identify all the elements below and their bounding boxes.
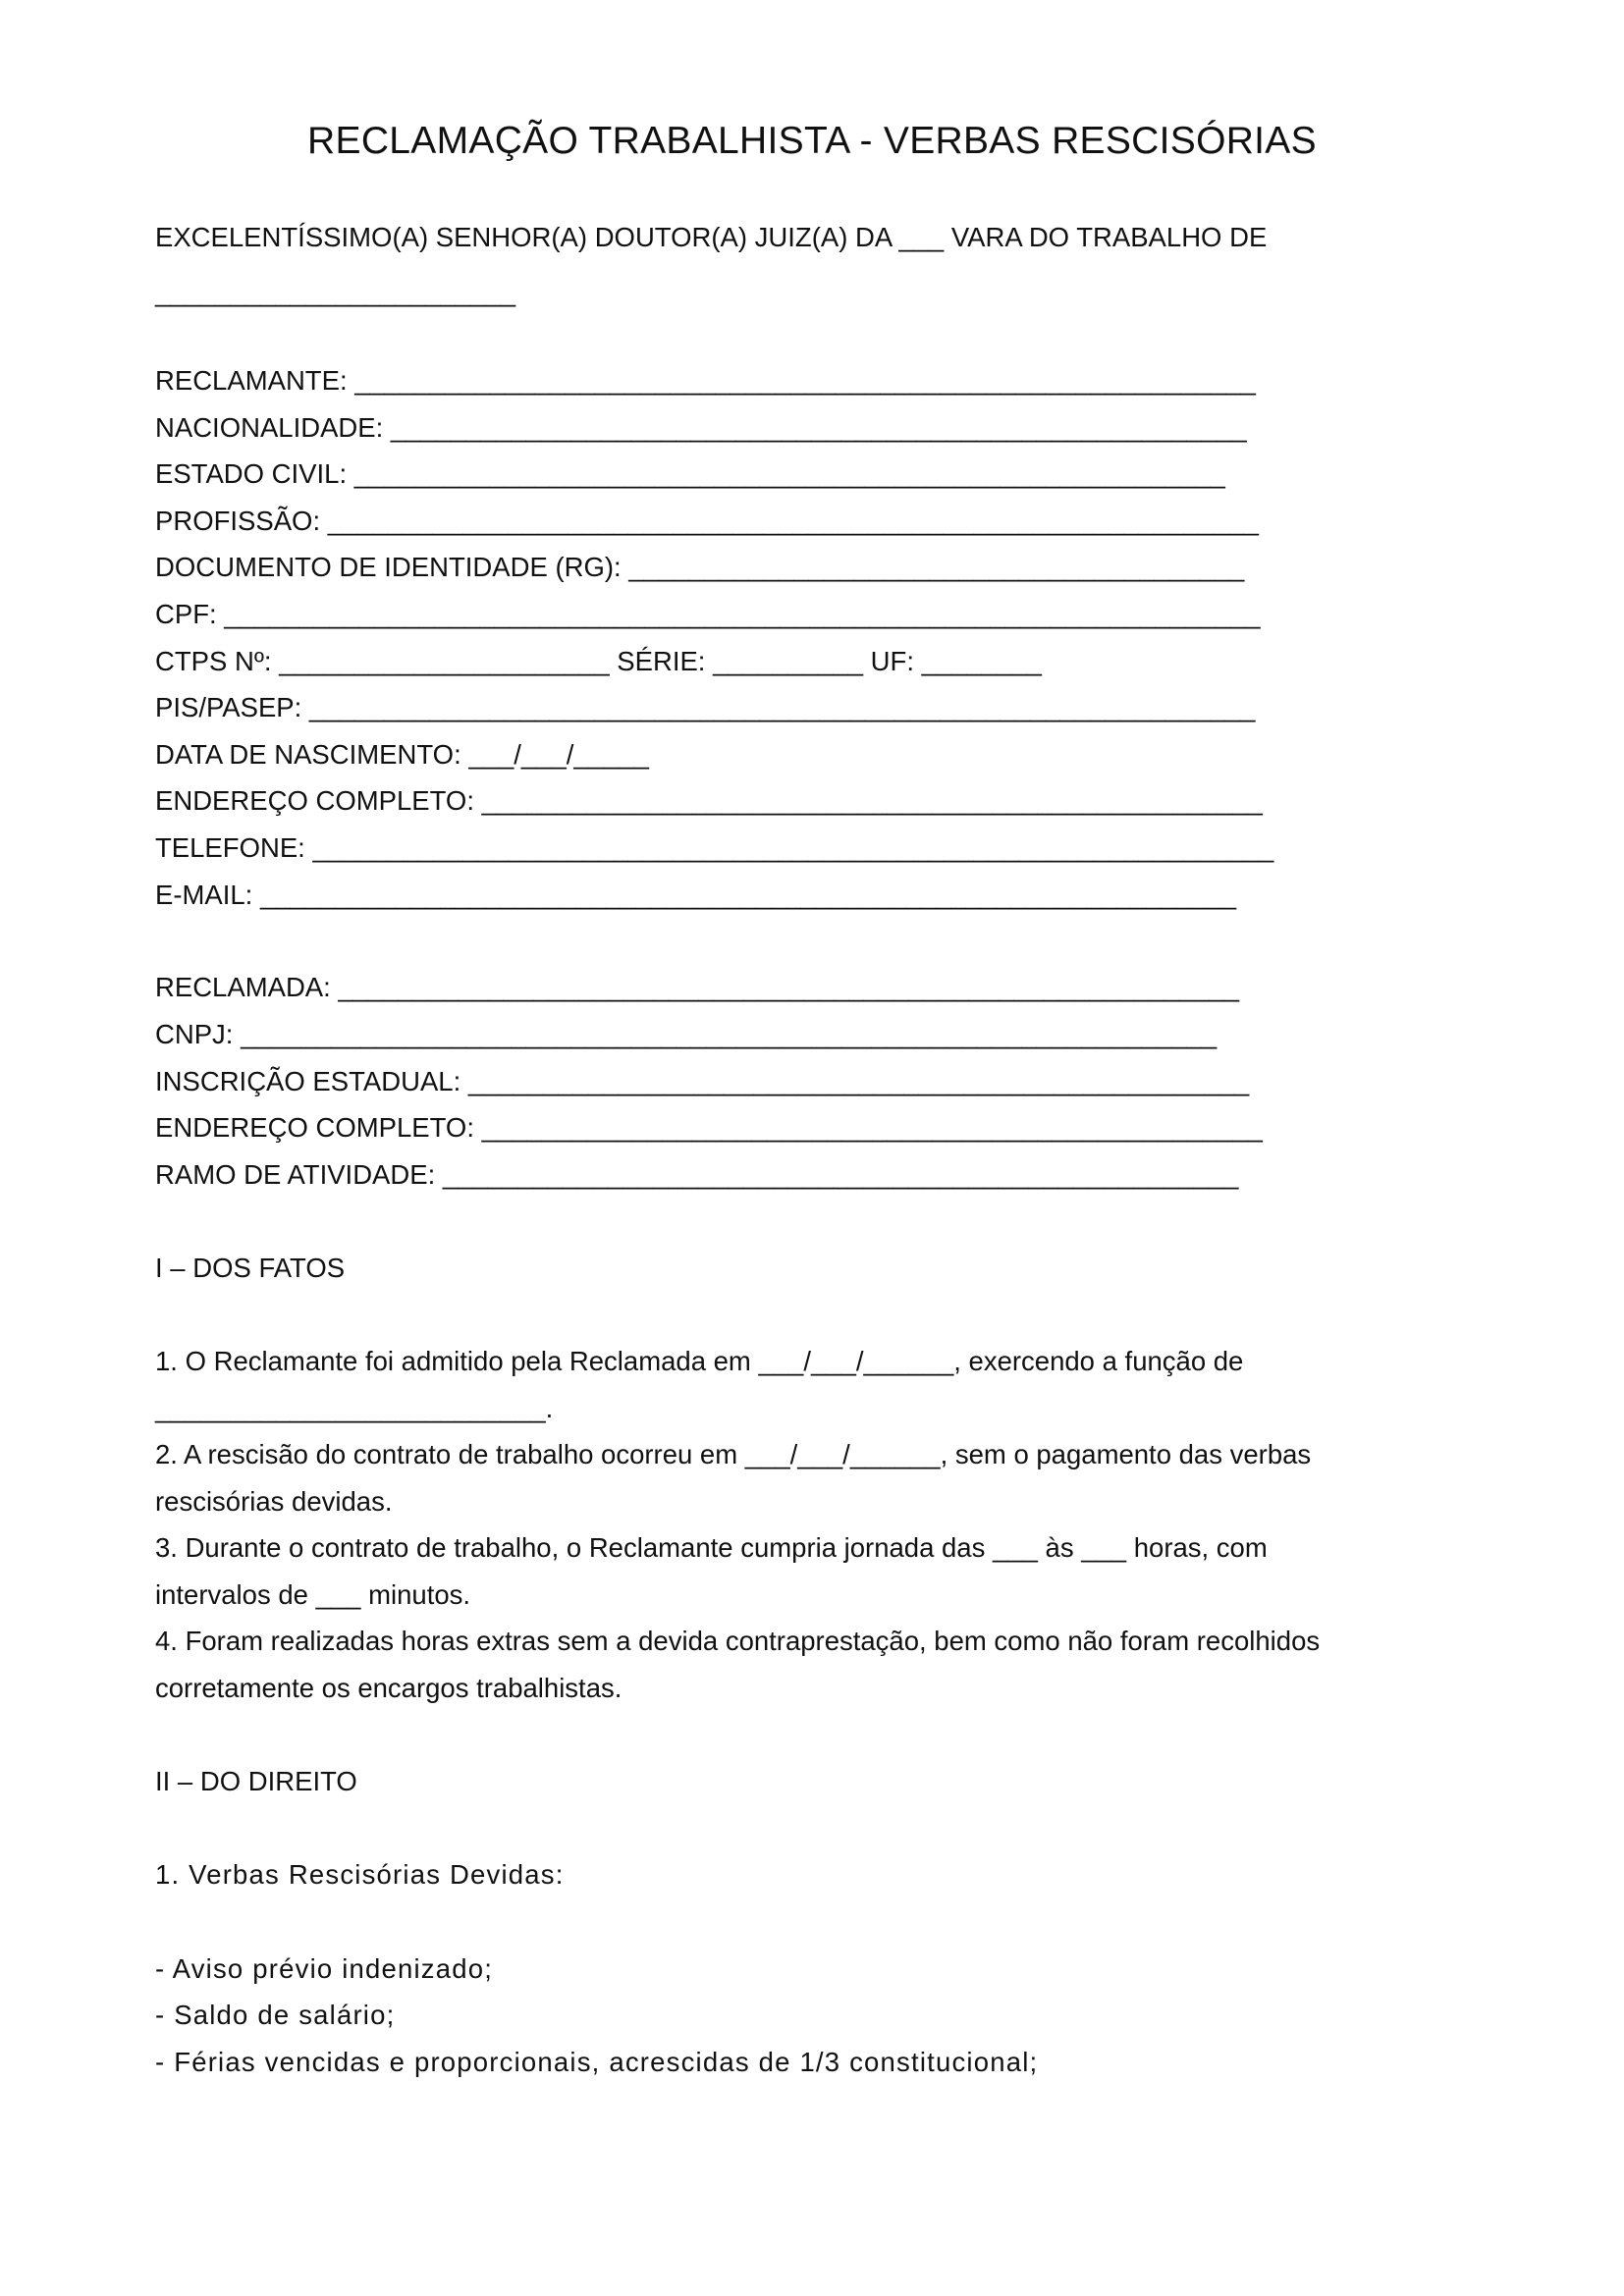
ramo-atividade-field: RAMO DE ATIVIDADE: _____________________________________________________ — [155, 1159, 1239, 1190]
email-field: E-MAIL: _________________________________________________________________ — [155, 880, 1237, 910]
fatos-heading: I – DOS FATOS — [155, 1253, 346, 1283]
profissao-field: PROFISSÃO: ______________________________________________________________ — [155, 506, 1259, 536]
fatos-paragraph-3-line-2: intervalos de ___ minutos. — [155, 1579, 471, 1610]
cnpj-field: CNPJ: _________________________________________________________________ — [155, 1019, 1218, 1049]
fatos-paragraph-3-line-1: 3. Durante o contrato de trabalho, o Reclamante cumpria jornada das ___ às ___ horas, com — [155, 1532, 1268, 1563]
reclamada-field: RECLAMADA: ____________________________________________________________ — [155, 972, 1240, 1002]
verba-item: - Férias vencidas e proporcionais, acrescidas de 1/3 constitucional; — [155, 2047, 1039, 2077]
cpf-field: CPF: _____________________________________________________________________ — [155, 599, 1261, 629]
telefone-field: TELEFONE: ________________________________________________________________ — [155, 832, 1274, 863]
fatos-paragraph-4-line-1: 4. Foram realizadas horas extras sem a devida contraprestação, bem como não foram recolhidos — [155, 1626, 1321, 1656]
fatos-paragraph-1-line-1: 1. O Reclamante foi admitido pela Reclamada em ___/___/______, exercendo a função de — [155, 1346, 1244, 1376]
endereco-reclamada-field: ENDEREÇO COMPLETO: ____________________________________________________ — [155, 1112, 1263, 1143]
direito-heading: II – DO DIREITO — [155, 1766, 357, 1796]
nacionalidade-field: NACIONALIDADE: _________________________________________________________ — [155, 412, 1247, 443]
verba-item: - Aviso prévio indenizado; — [155, 1953, 494, 1984]
addressee-line-1: EXCELENTÍSSIMO(A) SENHOR(A) DOUTOR(A) JUIZ(A) DA ___ VARA DO TRABALHO DE — [155, 222, 1268, 252]
rg-field: DOCUMENTO DE IDENTIDADE (RG): _________________________________________ — [155, 552, 1245, 582]
fatos-paragraph-2-line-1: 2. A rescisão do contrato de trabalho ocorreu em ___/___/______, sem o pagamento das verbas — [155, 1439, 1312, 1469]
addressee-line-2: ________________________ — [155, 277, 516, 307]
verba-item: - Saldo de salário; — [155, 2000, 396, 2030]
data-nascimento-field: DATA DE NASCIMENTO: ___/___/_____ — [155, 739, 649, 770]
fatos-paragraph-2-line-2: rescisórias devidas. — [155, 1486, 393, 1517]
pis-pasep-field: PIS/PASEP: _______________________________________________________________ — [155, 692, 1256, 722]
verbas-subheading: 1. Verbas Rescisórias Devidas: — [155, 1859, 565, 1890]
reclamante-field: RECLAMANTE: ____________________________________________________________ — [155, 365, 1256, 396]
fatos-paragraph-1-line-2: __________________________. — [155, 1393, 554, 1423]
document-title: RECLAMAÇÃO TRABALHISTA - VERBAS RESCISÓRIAS — [307, 120, 1317, 162]
fatos-paragraph-4-line-2: corretamente os encargos trabalhistas. — [155, 1673, 623, 1703]
inscricao-estadual-field: INSCRIÇÃO ESTADUAL: ____________________________________________________ — [155, 1066, 1250, 1096]
endereco-reclamante-field: ENDEREÇO COMPLETO: ____________________________________________________ — [155, 785, 1263, 816]
ctps-field: CTPS Nº: ______________________ SÉRIE: __________ UF: ________ — [155, 646, 1042, 676]
estado-civil-field: ESTADO CIVIL: __________________________________________________________ — [155, 458, 1225, 489]
